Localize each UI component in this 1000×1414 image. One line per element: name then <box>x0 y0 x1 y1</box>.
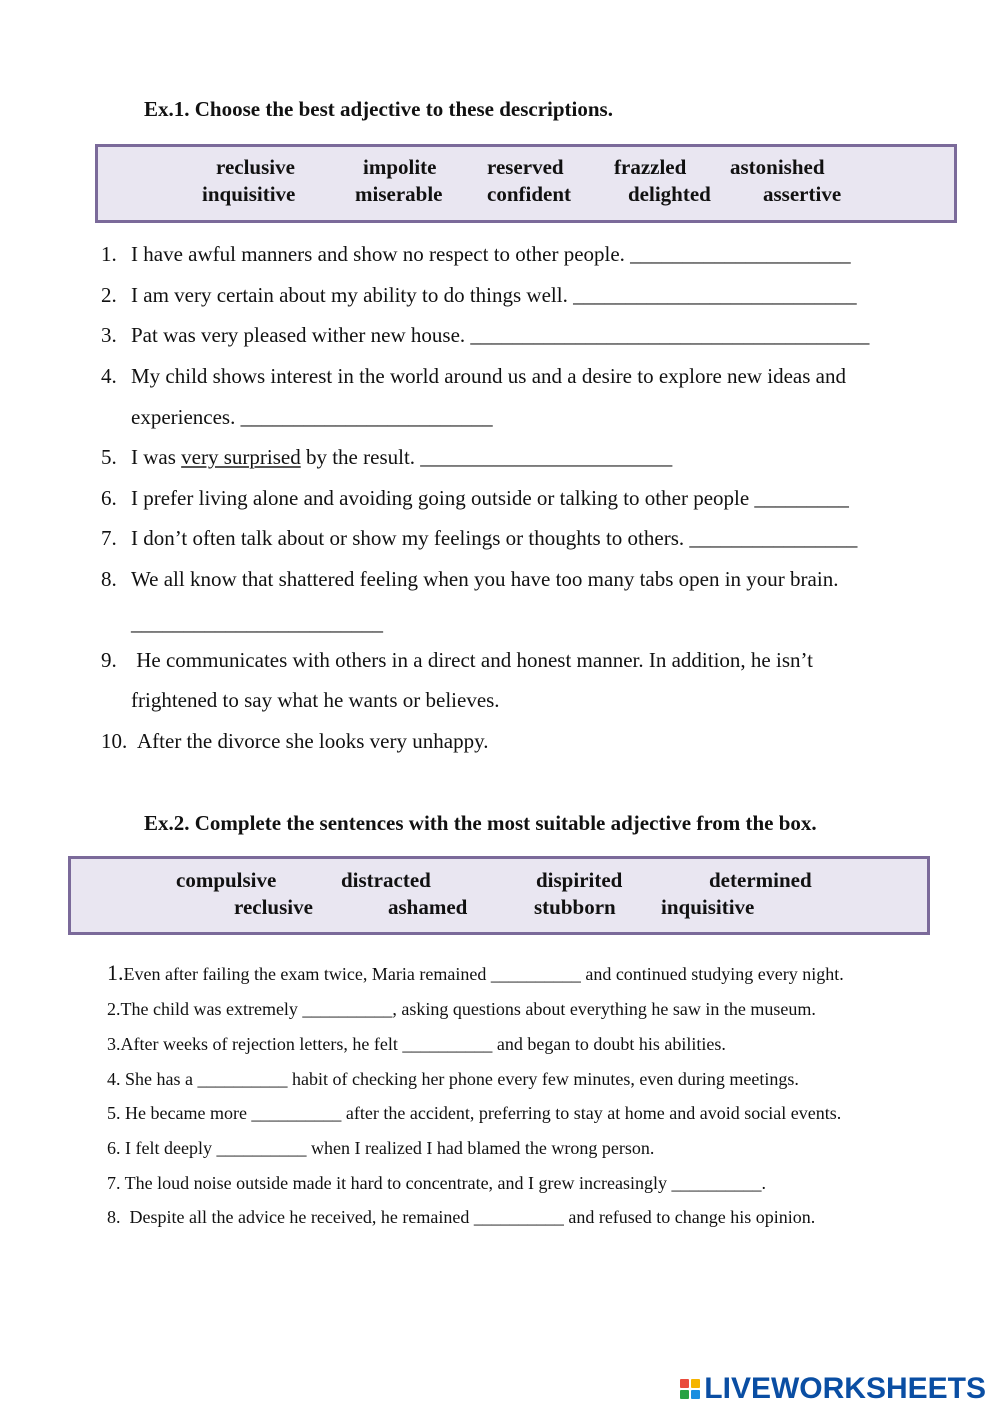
ex1-word: frazzled <box>614 155 687 179</box>
question-text: She has a __________ habit of checking her phone every few minutes, even during meetings. <box>120 1069 799 1089</box>
question-number: 3. <box>101 323 117 347</box>
question-line <box>107 960 844 986</box>
logo-text: LIVEWORKSHEETS <box>704 1372 986 1405</box>
ex2-word: distracted <box>341 868 431 892</box>
question-text: Even after failing the exam twice, Maria remained __________ and continued studying every night. <box>123 964 844 984</box>
question-number: 1. <box>107 960 124 985</box>
question-number: 8. <box>107 1207 121 1227</box>
question-number: 9. <box>101 648 117 672</box>
ex2-word-box <box>68 856 930 935</box>
question-number: 3. <box>107 1034 121 1054</box>
question-text: I prefer living alone and avoiding going outside or talking to other people _________ <box>131 486 849 510</box>
question-text: The loud noise outside made it hard to concentrate, and I grew increasingly __________. <box>120 1173 766 1193</box>
liveworksheets-logo <box>680 1372 986 1406</box>
question-line <box>107 1207 815 1228</box>
question-line <box>107 1138 654 1159</box>
question-number: 6. <box>107 1138 121 1158</box>
ex1-word: assertive <box>763 182 842 206</box>
question-number: 5. <box>107 1103 121 1123</box>
question-number: 4. <box>107 1069 121 1089</box>
question-text: After the divorce she looks very unhappy. <box>137 729 489 753</box>
question-text: He became more __________ after the accident, preferring to stay at home and avoid social events. <box>120 1103 842 1123</box>
question-line <box>107 999 816 1020</box>
underlined-phrase: very surprised <box>181 445 301 469</box>
question-text: We all know that shattered feeling when you have too many tabs open in your brain. <box>131 567 839 591</box>
ex1-heading: Ex.1. Choose the best adjective to these descriptions. <box>144 97 613 121</box>
question-text: My child shows interest in the world around us and a desire to explore new ideas and <box>131 364 846 388</box>
ex1-word: miserable <box>355 182 443 206</box>
question-number: 10. <box>101 729 128 753</box>
ex1-word: confident <box>487 182 571 206</box>
ex1-word-box <box>95 144 957 223</box>
question-text: Pat was very pleased wither new house. ______________________________________ <box>131 323 870 347</box>
ex2-word: inquisitive <box>661 895 755 919</box>
ex1-word: reclusive <box>216 155 295 179</box>
question-line <box>107 1173 766 1194</box>
question-text: I felt deeply __________ when I realized I had blamed the wrong person. <box>120 1138 655 1158</box>
ex2-word: determined <box>709 868 812 892</box>
question-number: 2. <box>101 283 117 307</box>
question-number: 7. <box>101 526 117 550</box>
question-number: 5. <box>101 445 117 469</box>
question-text: After weeks of rejection letters, he felt __________ and began to doubt his abilities. <box>120 1034 726 1054</box>
answer-blank: ________________________ <box>131 611 383 635</box>
question-text: The child was extremely __________, asking questions about everything he saw in the museum. <box>120 999 816 1019</box>
question-number: 4. <box>101 364 117 388</box>
ex1-word: reserved <box>487 155 564 179</box>
ex2-word: dispirited <box>536 868 623 892</box>
question-number: 2. <box>107 999 121 1019</box>
question-line <box>107 1034 726 1055</box>
question-number: 1. <box>101 242 117 266</box>
question-number: 6. <box>101 486 117 510</box>
question-text: I have awful manners and show no respect to other people. _____________________ <box>131 242 851 266</box>
ex1-word: delighted <box>628 182 711 206</box>
question-number: 7. <box>107 1173 121 1193</box>
ex2-heading: Ex.2. Complete the sentences with the most suitable adjective from the box. <box>144 811 817 835</box>
ex2-word: stubborn <box>534 895 616 919</box>
question-text: I am very certain about my ability to do things well. ___________________________ <box>131 283 857 307</box>
question-text: I don’t often talk about or show my feelings or thoughts to others. ________________ <box>131 526 858 550</box>
question-text: I was very surprised by the result. ________________________ <box>131 445 673 469</box>
question-text: He communicates with others in a direct and honest manner. In addition, he isn’t <box>131 648 813 672</box>
logo-mark-icon <box>680 1379 700 1399</box>
question-number: 8. <box>101 567 117 591</box>
question-line <box>107 1069 799 1090</box>
question-text-continued: experiences. ________________________ <box>131 405 493 429</box>
question-line <box>107 1103 841 1124</box>
ex2-word: compulsive <box>176 868 277 892</box>
ex2-word: reclusive <box>234 895 313 919</box>
question-text: Despite all the advice he received, he remained __________ and refused to change his opinion. <box>120 1207 816 1227</box>
ex1-word: inquisitive <box>202 182 296 206</box>
ex1-word: impolite <box>363 155 437 179</box>
question-text-continued: frightened to say what he wants or believes. <box>131 688 500 712</box>
ex1-word: astonished <box>730 155 825 179</box>
ex2-word: ashamed <box>388 895 468 919</box>
